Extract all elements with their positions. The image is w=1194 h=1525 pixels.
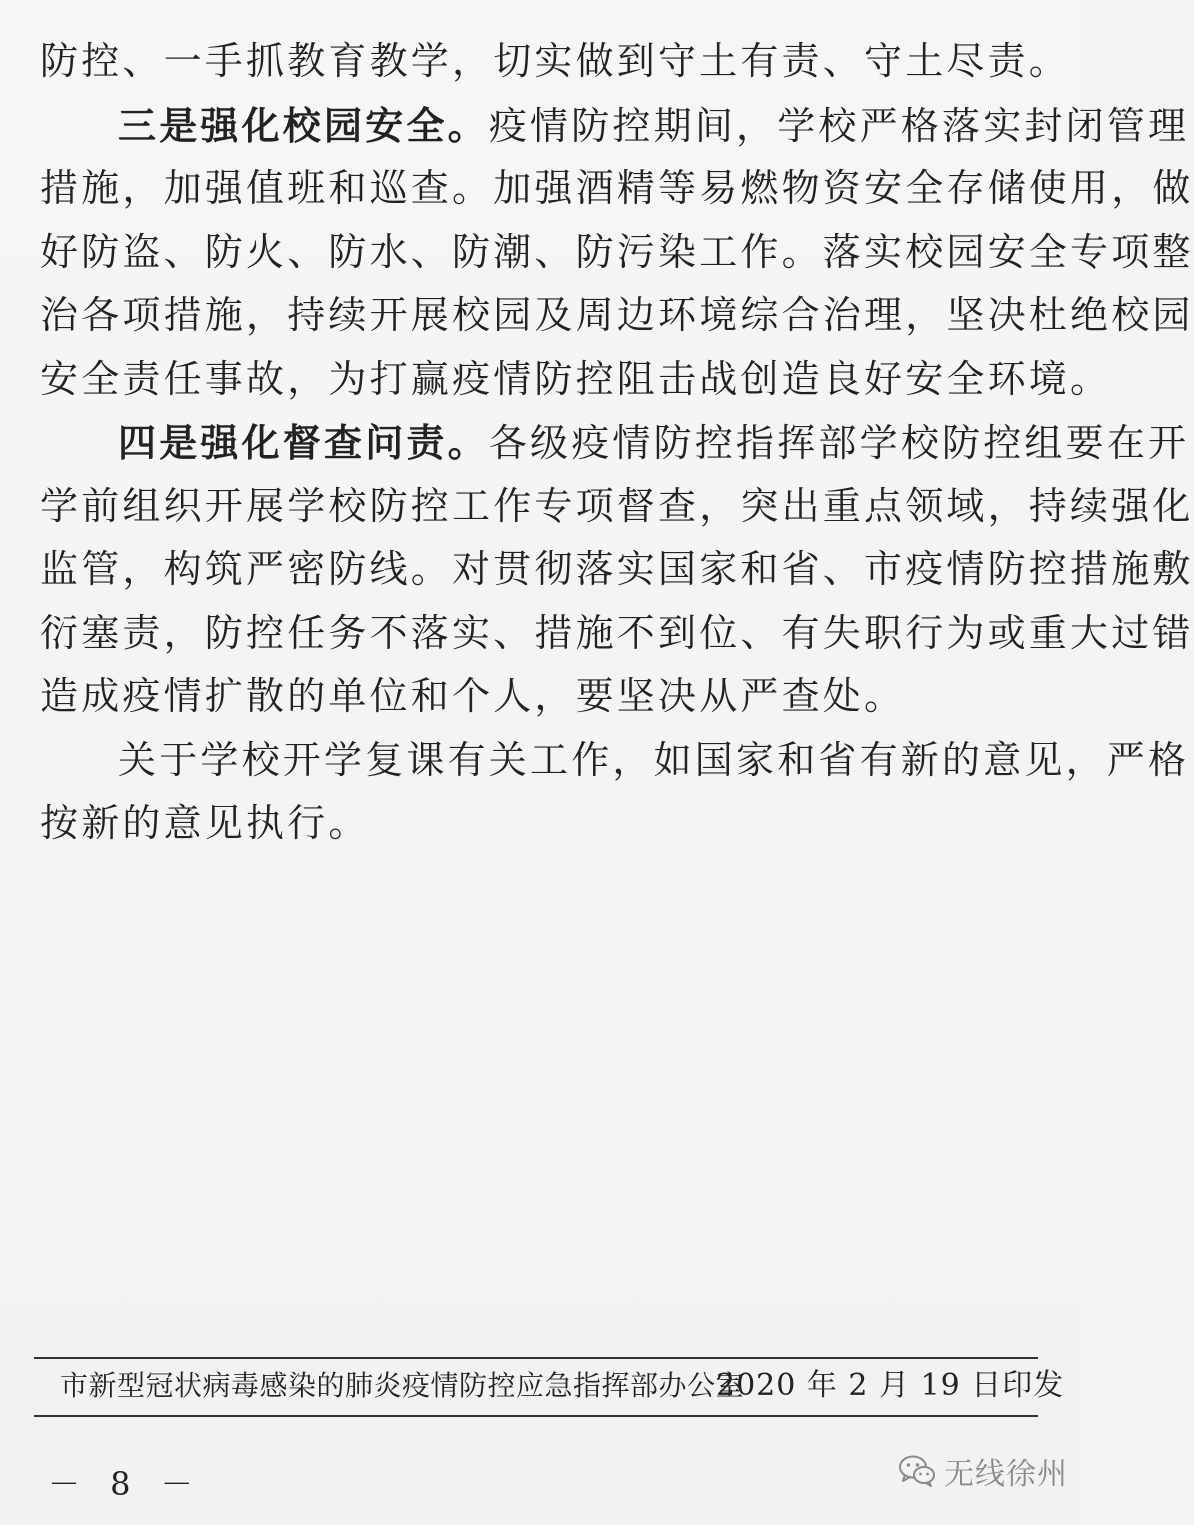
watermark <box>898 1448 1068 1494</box>
section-heading: 三是强化校园安全。 <box>118 102 489 148</box>
line-text: 措施，加强值班和巡查。加强酒精等易燃物资安全存储使用，做 <box>40 166 1194 210</box>
line-text: 防控、一手抓教育教学，切实做到守土有责、守土尽责。 <box>40 39 1071 83</box>
paragraph-line <box>40 221 1194 285</box>
paragraph-line <box>40 602 1194 666</box>
line-text: 治各项措施，持续开展校园及周边环境综合治理，坚决杜绝校园 <box>40 293 1194 337</box>
footer-issuer: 市新型冠状病毒感染的肺炎疫情防控应急指挥部办公室 <box>60 1369 745 1402</box>
paragraph-line <box>40 284 1194 348</box>
paragraph-line <box>40 30 1071 94</box>
line-text: 疫情防控期间，学校严格落实封闭管理 <box>488 103 1190 148</box>
paragraph-line <box>40 665 1045 729</box>
section-heading: 四是强化督查问责。 <box>118 420 489 465</box>
footer-bottom-rule <box>34 1415 1038 1417</box>
paragraph-line <box>40 157 1194 221</box>
line-text: 安全责任事故，为打赢疫情防控阻击战创造良好安全环境。 <box>40 356 1112 401</box>
line-text: 学前组织开展学校防控工作专项督查，突出重点领域，持续强化 <box>40 483 1194 528</box>
paragraph-line <box>40 729 1190 793</box>
paragraph-line <box>40 792 1045 856</box>
line-text: 衍塞责，防控任务不落实、措施不到位、有失职行为或重大过错 <box>40 610 1194 655</box>
watermark-text: 无线徐州 <box>944 1457 1068 1492</box>
paragraph-line <box>40 538 1194 602</box>
line-text: 好防盗、防火、防水、防潮、防污染工作。落实校园安全专项整 <box>40 229 1194 274</box>
line-text: 按新的意见执行。 <box>40 801 370 845</box>
line-text: 关于学校开学复课有关工作，如国家和省有新的意见，严格 <box>118 737 1190 782</box>
line-text: 各级疫情防控指挥部学校防控组要在开 <box>488 421 1190 465</box>
paragraph-line <box>40 475 1194 539</box>
paragraph-line <box>40 411 1190 475</box>
paragraph-line <box>40 94 1190 158</box>
wechat-icon <box>898 1454 936 1488</box>
document-body <box>40 30 1194 856</box>
line-text: 造成疫情扩散的单位和个人，要坚决从严查处。 <box>40 674 906 718</box>
line-text: 监管，构筑严密防线。对贯彻落实国家和省、市疫情防控措施敷 <box>40 547 1194 591</box>
footer-issue-date: 2020 年 2 月 19 日印发 <box>716 1368 1065 1403</box>
page-number: － 8 － <box>48 1465 203 1503</box>
footer-top-rule <box>34 1357 1038 1359</box>
paragraph-line <box>40 348 1112 412</box>
